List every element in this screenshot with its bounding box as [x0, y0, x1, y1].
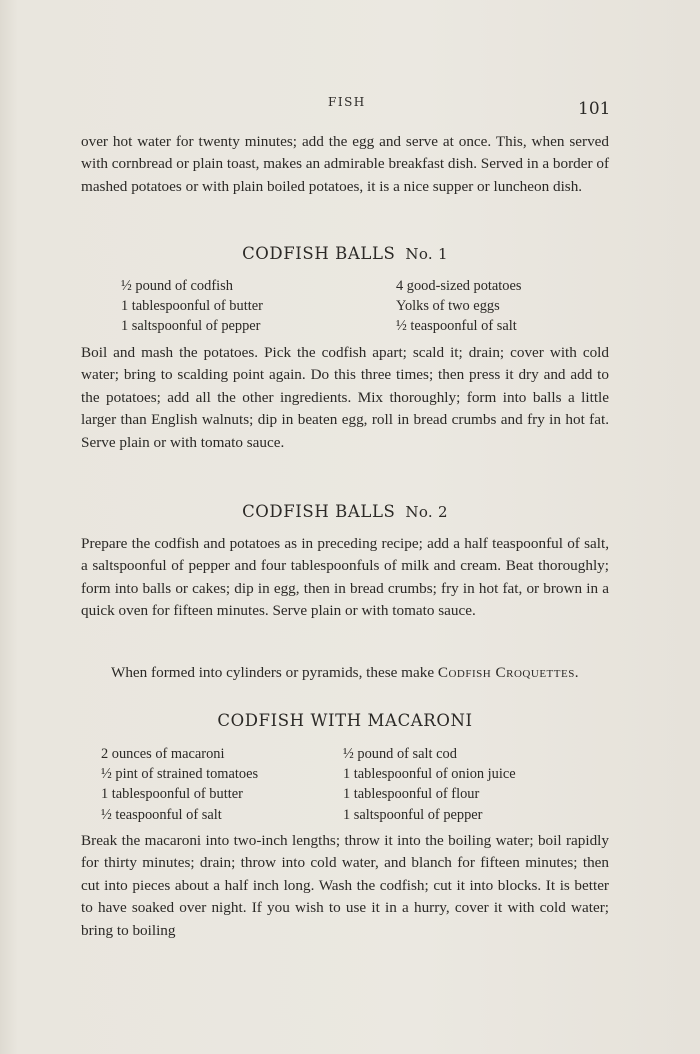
ingredient-item: 2 ounces of macaroni	[101, 746, 225, 762]
ingredient-item: 4 good-sized potatoes	[396, 278, 522, 294]
croquettes-text: When formed into cylinders or pyramids, these make	[111, 664, 435, 681]
ingredient-item: 1 tablespoonful of butter	[101, 786, 243, 803]
ingredient-item: 1 saltspoonful of pepper	[343, 806, 483, 823]
recipe-heading-codfish-balls-1	[81, 244, 609, 263]
recipe-title: CODFISH BALLS	[242, 502, 396, 521]
intro-paragraph: over hot water for twenty minutes; add the egg and serve at once. This, when served with cornbread or plain toast, makes an admirable breakfast dish. Served in a border of mashed potatoes or with plain boiled potatoes, it is a nice supper or luncheon dish.	[81, 133, 610, 195]
recipe-title: CODFISH BALLS	[242, 244, 396, 263]
method-codfish-balls-2: Prepare the codfish and potatoes as in preceding recipe; add a half teaspoonful of salt, a saltspoonful of pepper and four tablespoonfuls of milk and cream. Beat thoroughly; form into balls or cakes; dip in egg, then in bread crumbs; fry in hot fat, or brown in a quick oven for fifteen minutes. Serve plain or with tomato sauce.	[81, 535, 609, 620]
croquettes-name: Codfish Croquettes.	[437, 664, 580, 681]
ingredient-item: ½ teaspoonful of salt	[396, 318, 517, 335]
ingredient-item: Yolks of two eggs	[396, 298, 500, 315]
page-number: 101	[578, 99, 611, 119]
ingredient-item: 1 tablespoonful of onion juice	[343, 766, 516, 783]
recipe-heading-codfish-balls-2	[81, 502, 609, 521]
recipe-number: No. 1	[405, 245, 448, 263]
ingredients-right-column	[343, 744, 516, 825]
ingredient-item: 1 tablespoonful of butter	[121, 298, 263, 315]
ingredients-left-column	[121, 276, 263, 337]
ingredient-item: 1 saltspoonful of pepper	[121, 318, 261, 335]
recipe-heading-codfish-macaroni	[81, 711, 609, 730]
ingredient-item: ½ teaspoonful of salt	[101, 806, 222, 823]
croquettes-paragraph	[81, 662, 609, 684]
ingredient-item: ½ pound of salt cod	[343, 746, 457, 762]
method-codfish-balls-1: Boil and mash the potatoes. Pick the codfish apart; scald it; drain; cover with cold water; bring to scalding point again. Do this three times; then press it dry and add to the potatoes; add all the other ingredients. Mix thoroughly; form into balls a little larger than English walnuts; dip in beaten egg, roll in bread crumbs and fry in hot fat. Serve plain or with tomato sauce.	[81, 344, 609, 451]
ingredient-item: 1 tablespoonful of flour	[343, 786, 480, 803]
recipe-title: CODFISH WITH MACARONI	[217, 711, 473, 730]
page-header	[0, 95, 700, 125]
ingredient-item: ½ pint of strained tomatoes	[101, 766, 259, 783]
recipe-number: No. 2	[405, 503, 448, 521]
ingredient-item: ½ pound of codfish	[121, 278, 233, 294]
method-codfish-macaroni: Break the macaroni into two-inch lengths; throw it into the boiling water; boil rapidly for thirty minutes; drain; throw into cold water, and blanch for fifteen minutes; then cut into pieces about a half inch long. Wash the codfish; cut it into blocks. It is better to have soaked over night. If you wish to use it in a hurry, cover it with cold water; bring to boiling	[81, 832, 609, 939]
ingredients-left-column	[101, 744, 258, 825]
ingredients-right-column	[396, 276, 522, 337]
running-head: FISH	[328, 95, 366, 109]
